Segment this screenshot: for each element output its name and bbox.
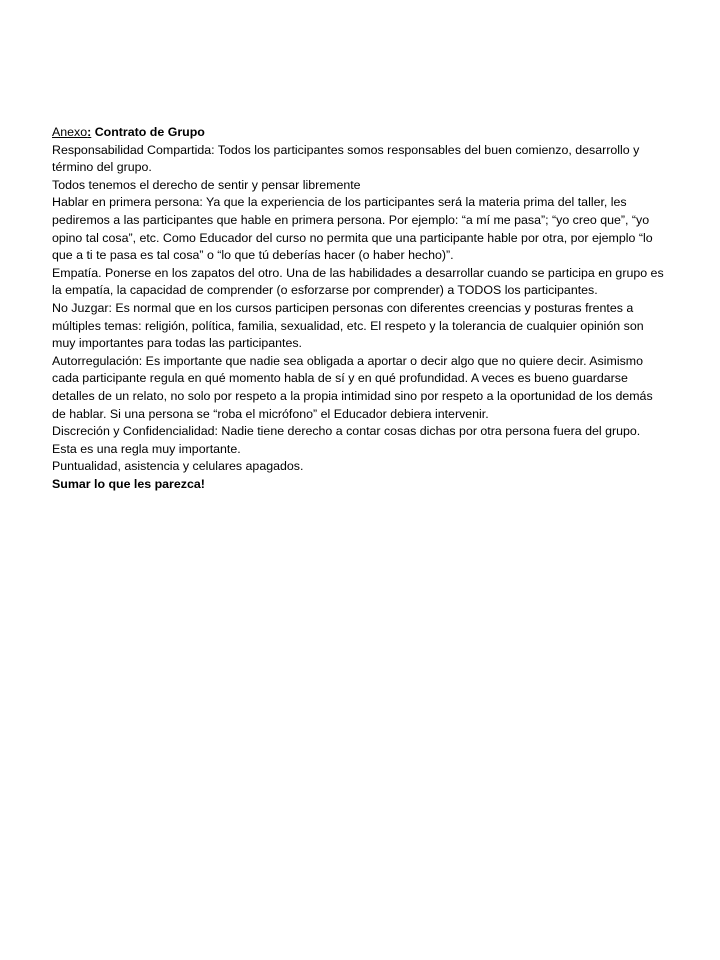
document-body [52, 124, 664, 493]
closing-note: Sumar lo que les parezca! [52, 476, 205, 491]
heading-separator: : [87, 125, 92, 139]
paragraph-autorregulacion: Autorregulación: Es importante que nadie sea obligada a aportar o decir algo que no quiere decir. Asimismo cada participante regula en qué momento habla de sí y en qué profundidad. A veces es bueno guardarse detalles de un relato, no solo por respeto a la propia intimidad sino por respeto a la oportunidad de los demás de hablar. Si una persona se “roba el micrófono” el Educador debiera intervenir. [52, 353, 653, 421]
paragraph-primera-persona: Hablar en primera persona: Ya que la experiencia de los participantes será la materia prima del taller, les pediremos a las participantes que hable en primera persona. Por ejemplo: “a mí me pasa”; “yo creo que”, “yo opino tal cosa”, etc. Como Educador del curso no permita que una participante hable por otra, por ejemplo “lo que a ti te pasa es tal cosa” o “lo que tú deberías hacer (o haber hecho)”. [52, 195, 653, 263]
paragraph-discrecion: Discreción y Confidencialidad: Nadie tiene derecho a contar cosas dichas por otra persona fuera del grupo. Esta es una regla muy importante. [52, 424, 641, 456]
document-heading [52, 124, 664, 142]
heading-prefix: Anexo [52, 125, 88, 139]
paragraph-empatia: Empatía. Ponerse en los zapatos del otro. Una de las habilidades a desarrollar cuando se participa en grupo es la empatía, la capacidad de comprender (o esforzarse por comprender) a TODOS los participantes. [52, 265, 664, 298]
paragraph-no-juzgar: No Juzgar: Es normal que en los cursos participen personas con diferentes creencias y posturas frentes a múltiples temas: religión, política, familia, sexualidad, etc. El respeto y la tolerancia de cualquier opinión son muy importantes para todas las participantes. [52, 300, 644, 351]
paragraph-responsabilidad: Responsabilidad Compartida: Todos los participantes somos responsables del buen comienzo, desarrollo y término del grupo. [52, 142, 640, 175]
paragraph-puntualidad: Puntualidad, asistencia y celulares apagados. [52, 459, 304, 474]
heading-title: Contrato de Grupo [91, 125, 205, 139]
paragraph-derecho: Todos tenemos el derecho de sentir y pensar libremente [52, 177, 361, 192]
